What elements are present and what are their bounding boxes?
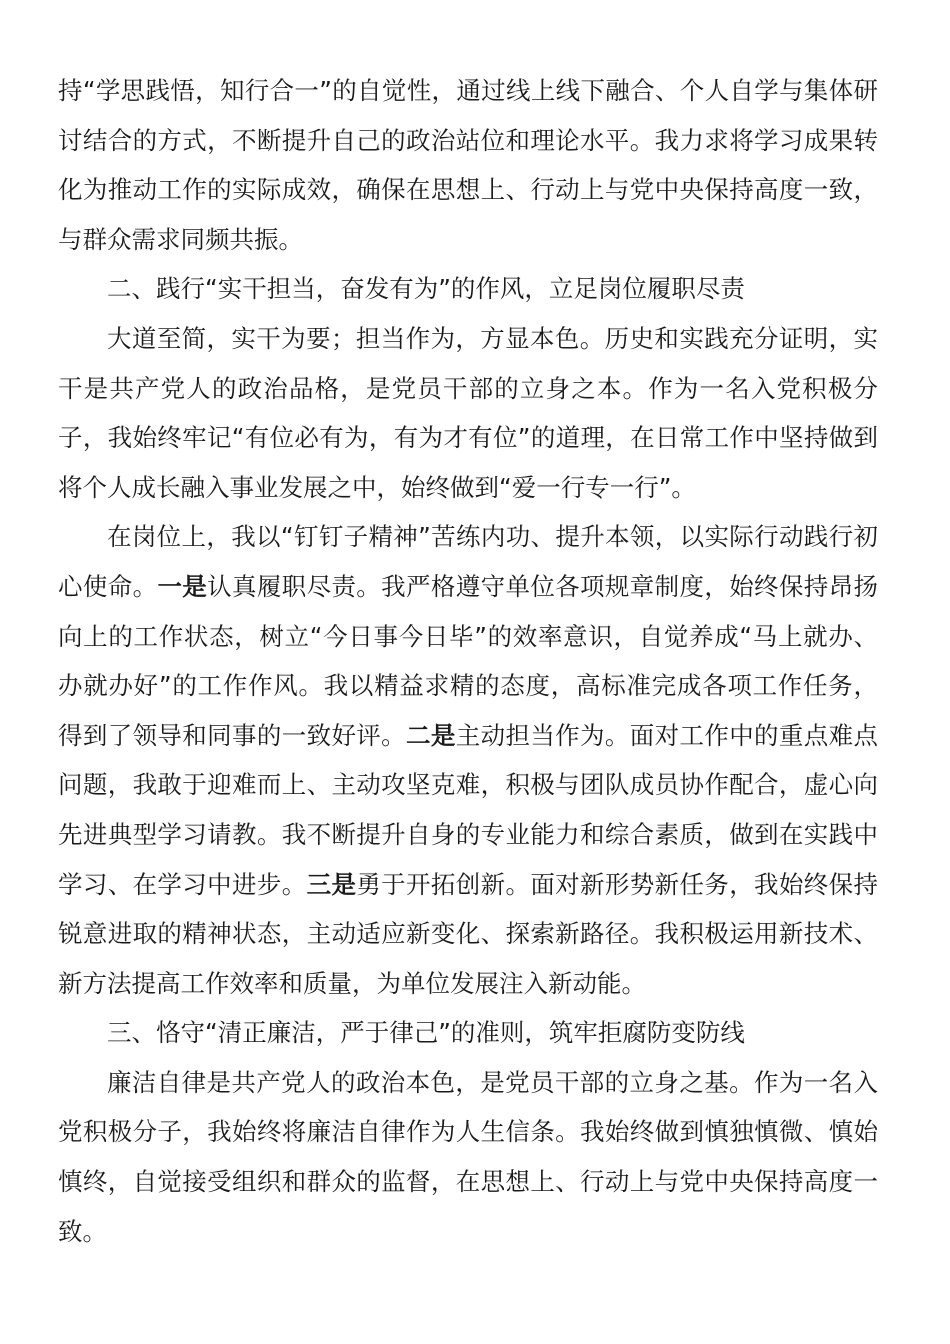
paragraph-integrity: 廉洁自律是共产党人的政治本色，是党员干部的立身之基。作为一名入党积极分子，我始终将廉洁自律作为人生信条。我始终做到慎独慎微、慎始慎终，自觉接受组织和群众的监督，在思想上、行动上与党中央保持高度一致。 <box>58 1067 878 1246</box>
paragraph-continued: 持“学思践悟，知行合一”的自觉性，通过线上线下融合、个人自学与集体研讨结合的方式，不断提升自己的政治站位和理论水平。我力求将学习成果转化为推动工作的实际成效，确保在思想上、行动上与党中央保持高度一致，与群众需求同频共振。 <box>58 76 878 254</box>
paragraph-practice-details <box>58 512 878 1008</box>
bold-marker-second: 二是 <box>406 720 456 750</box>
section-heading-3: 三、恪守“清正廉洁，严于律己”的准则，筑牢拒腐防变防线 <box>107 1018 745 1048</box>
bold-marker-third: 三是 <box>306 869 357 899</box>
text-segment: 勇于开拓创新。面对新形势新任务，我始终保持锐意进取的精神状态，主动适应新变化、探索新路径。我积极运用新技术、新方法提高工作效率和质量，为单位发展注入新动能。 <box>58 869 878 998</box>
text-segment: 认真履职尽责。我严格遵守单位各项规章制度，始终保持昂扬向上的工作状态，树立“今日事今日毕”的效率意识，自觉养成“马上就办、办就办好”的工作作风。我以精益求精的态度，高标准完成各项工作任务，得到了领导和同事的一致好评。 <box>58 571 878 750</box>
document-body <box>58 66 878 1256</box>
section-heading-2: 二、践行“实干担当，奋发有为”的作风，立足岗位履职尽责 <box>107 274 745 304</box>
text-segment: 主动担当作为。面对工作中的重点难点问题，我敢于迎难而上、主动攻坚克难，积极与团队成员协作配合，虚心向先进典型学习请教。我不断提升自身的专业能力和综合素质，做到在实践中学习、在学习中进步。 <box>58 720 878 899</box>
text-segment: 在岗位上，我以“钉钉子精神”苦练内功、提升本领，以实际行动践行初心使命。 <box>58 522 878 601</box>
paragraph-practice-intro: 大道至简，实干为要；担当作为，方显本色。历史和实践充分证明，实干是共产党人的政治品格，是党员干部的立身之本。作为一名入党积极分子，我始终牢记“有位必有为，有为才有位”的道理，在日常工作中坚持做到将个人成长融入事业发展之中，始终做到“爱一行专一行”。 <box>58 323 878 502</box>
bold-marker-first: 一是 <box>157 571 208 601</box>
